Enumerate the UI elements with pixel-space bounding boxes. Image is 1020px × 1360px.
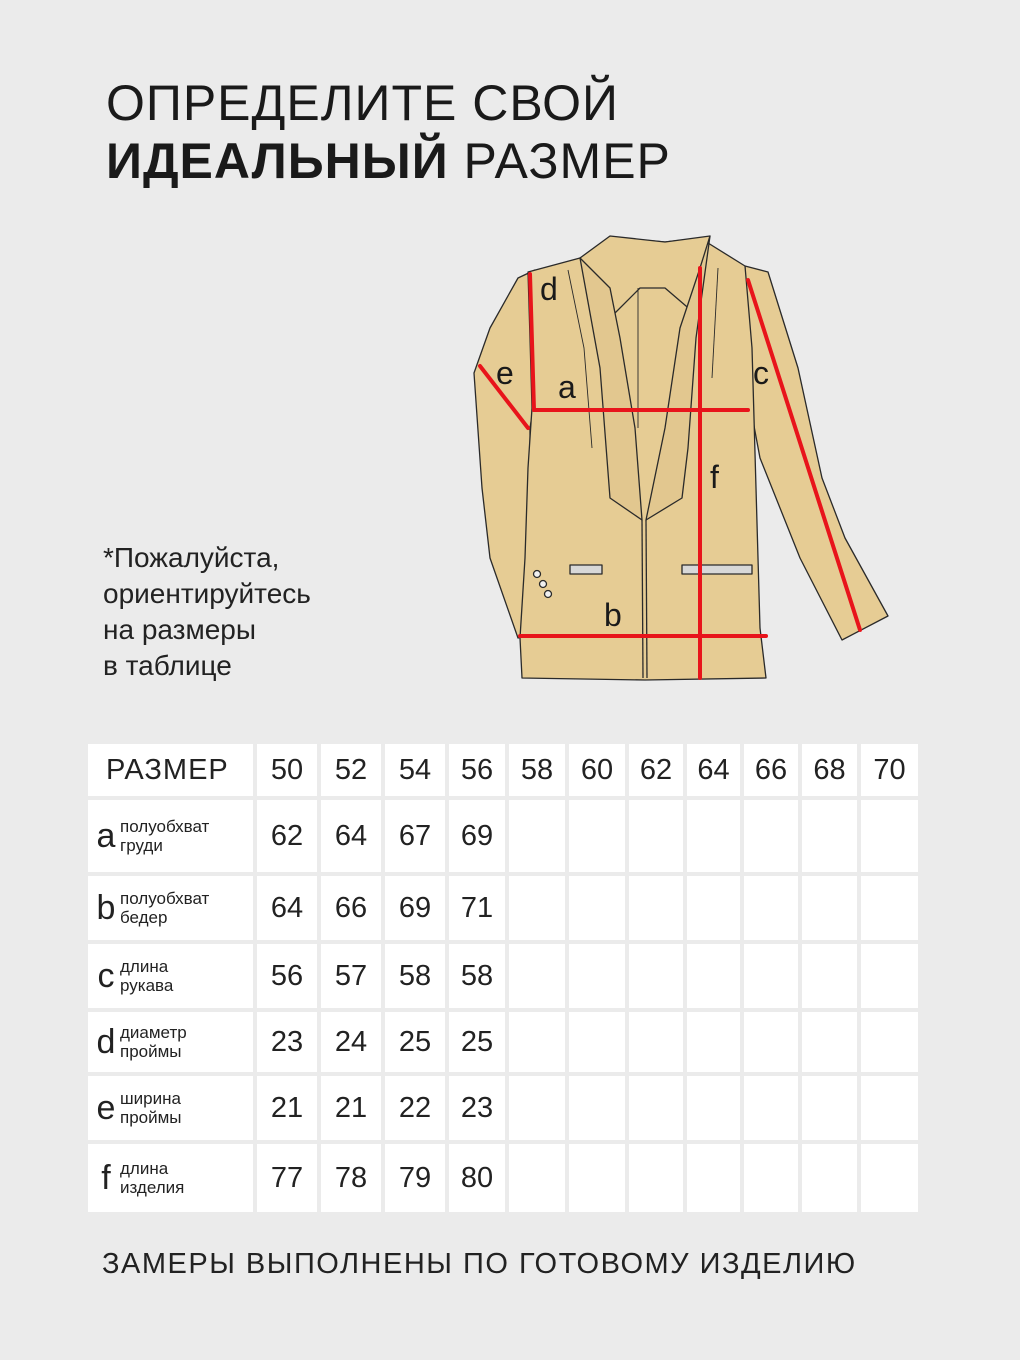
jacket-measurement-diagram [460, 228, 900, 688]
table-cell: 24 [321, 1012, 381, 1072]
size-note [103, 540, 403, 684]
label-e: e [496, 355, 514, 391]
size-header: 52 [321, 744, 381, 796]
table-cell: 69 [449, 800, 505, 872]
title-bold-word: ИДЕАЛЬНЫЙ [106, 133, 449, 189]
table-cell [861, 876, 918, 940]
size-header: 62 [629, 744, 683, 796]
table-cell [744, 944, 798, 1008]
table-cell: 64 [321, 800, 381, 872]
table-cell [861, 1144, 918, 1212]
table-row [88, 876, 918, 940]
row-label [88, 944, 253, 1008]
size-header: 66 [744, 744, 798, 796]
page-title [106, 74, 671, 190]
row-description-line-2: изделия [120, 1178, 185, 1197]
table-cell: 80 [449, 1144, 505, 1212]
row-description-line-1: полуобхват [120, 817, 210, 836]
table-row [88, 1144, 918, 1212]
table-cell [569, 944, 625, 1008]
table-cell [802, 1012, 857, 1072]
table-cell: 69 [385, 876, 445, 940]
table-cell [861, 1012, 918, 1072]
table-row [88, 1012, 918, 1072]
row-description [120, 1089, 182, 1127]
row-label [88, 1012, 253, 1072]
row-letter: b [96, 888, 116, 927]
row-description-line-2: бедер [120, 908, 168, 927]
table-cell: 22 [385, 1076, 445, 1140]
table-cell [569, 1076, 625, 1140]
table-cell [629, 1076, 683, 1140]
title-line-2 [106, 132, 671, 190]
row-letter: e [96, 1088, 116, 1127]
row-description-line-2: рукава [120, 976, 174, 995]
table-cell: 67 [385, 800, 445, 872]
row-description-line-1: длина [120, 957, 169, 976]
row-letter: c [97, 956, 115, 995]
table-cell: 21 [257, 1076, 317, 1140]
row-description [120, 1159, 184, 1197]
table-cell [687, 1076, 740, 1140]
table-cell [509, 800, 565, 872]
size-header: 60 [569, 744, 625, 796]
row-letter: d [96, 1022, 116, 1061]
right-sleeve [745, 266, 888, 640]
table-cell [569, 800, 625, 872]
table-cell [744, 1144, 798, 1212]
row-letter: f [101, 1158, 111, 1197]
row-description-line-2: груди [120, 836, 163, 855]
row-label [88, 800, 253, 872]
label-b: b [604, 597, 622, 633]
table-cell [687, 944, 740, 1008]
label-d: d [540, 271, 558, 307]
footer-note: ЗАМЕРЫ ВЫПОЛНЕНЫ ПО ГОТОВОМУ ИЗДЕЛИЮ [102, 1248, 857, 1280]
table-cell [569, 1012, 625, 1072]
row-description-line-1: полуобхват [120, 889, 210, 908]
table-cell [744, 876, 798, 940]
row-letter: a [96, 816, 116, 855]
row-description [120, 1023, 187, 1061]
table-cell: 62 [257, 800, 317, 872]
table-cell [744, 1076, 798, 1140]
table-cell [509, 876, 565, 940]
label-c: c [753, 355, 769, 391]
table-cell [861, 1076, 918, 1140]
note-line-3: на размеры [103, 614, 257, 645]
table-row [88, 1076, 918, 1140]
row-description [120, 957, 173, 995]
table-row [88, 800, 918, 872]
row-description [120, 889, 209, 927]
table-cell [802, 944, 857, 1008]
row-label [88, 1076, 253, 1140]
size-header: 50 [257, 744, 317, 796]
title-rest: РАЗМЕР [448, 133, 671, 189]
table-cell: 58 [449, 944, 505, 1008]
table-row [88, 944, 918, 1008]
row-description-line-1: ширина [120, 1089, 181, 1108]
table-cell [687, 876, 740, 940]
table-cell: 23 [257, 1012, 317, 1072]
table-header-row [88, 744, 918, 796]
table-cell [509, 1012, 565, 1072]
table-cell [509, 1076, 565, 1140]
table-cell [687, 1012, 740, 1072]
table-cell [802, 1144, 857, 1212]
table-cell [802, 876, 857, 940]
row-label [88, 1144, 253, 1212]
note-line-2: ориентируйтесь [103, 578, 311, 609]
table-cell [629, 1012, 683, 1072]
size-header: 70 [861, 744, 918, 796]
row-description-line-2: проймы [120, 1042, 182, 1061]
note-line-1: *Пожалуйста, [103, 542, 280, 573]
table-cell [744, 1012, 798, 1072]
table-cell [629, 800, 683, 872]
table-cell [744, 800, 798, 872]
table-cell [861, 800, 918, 872]
table-cell: 58 [385, 944, 445, 1008]
size-header: 68 [802, 744, 857, 796]
table-cell [509, 1144, 565, 1212]
table-cell [687, 800, 740, 872]
table-cell: 66 [321, 876, 381, 940]
table-cell [629, 944, 683, 1008]
title-line-1: ОПРЕДЕЛИТЕ СВОЙ [106, 75, 619, 131]
table-cell [569, 876, 625, 940]
table-cell: 56 [257, 944, 317, 1008]
row-description-line-2: проймы [120, 1108, 182, 1127]
size-table [84, 740, 922, 1216]
table-cell [569, 1144, 625, 1212]
table-cell: 79 [385, 1144, 445, 1212]
size-header-label: РАЗМЕР [88, 744, 253, 796]
table-cell: 21 [321, 1076, 381, 1140]
size-header: 56 [449, 744, 505, 796]
note-line-4: в таблице [103, 650, 232, 681]
table-cell [629, 876, 683, 940]
row-description-line-1: длина [120, 1159, 169, 1178]
table-cell: 57 [321, 944, 381, 1008]
table-cell: 25 [385, 1012, 445, 1072]
row-description-line-1: диаметр [120, 1023, 187, 1042]
table-cell: 77 [257, 1144, 317, 1212]
table-cell [629, 1144, 683, 1212]
size-header: 64 [687, 744, 740, 796]
row-label [88, 876, 253, 940]
table-cell [802, 1076, 857, 1140]
table-cell [509, 944, 565, 1008]
table-cell: 64 [257, 876, 317, 940]
size-header: 54 [385, 744, 445, 796]
table-cell [861, 944, 918, 1008]
table-cell [802, 800, 857, 872]
table-cell: 23 [449, 1076, 505, 1140]
table-cell: 25 [449, 1012, 505, 1072]
label-a: a [558, 369, 576, 405]
table-cell: 78 [321, 1144, 381, 1212]
table-cell: 71 [449, 876, 505, 940]
size-header: 58 [509, 744, 565, 796]
table-cell [687, 1144, 740, 1212]
label-f: f [710, 459, 719, 495]
row-description [120, 817, 209, 855]
